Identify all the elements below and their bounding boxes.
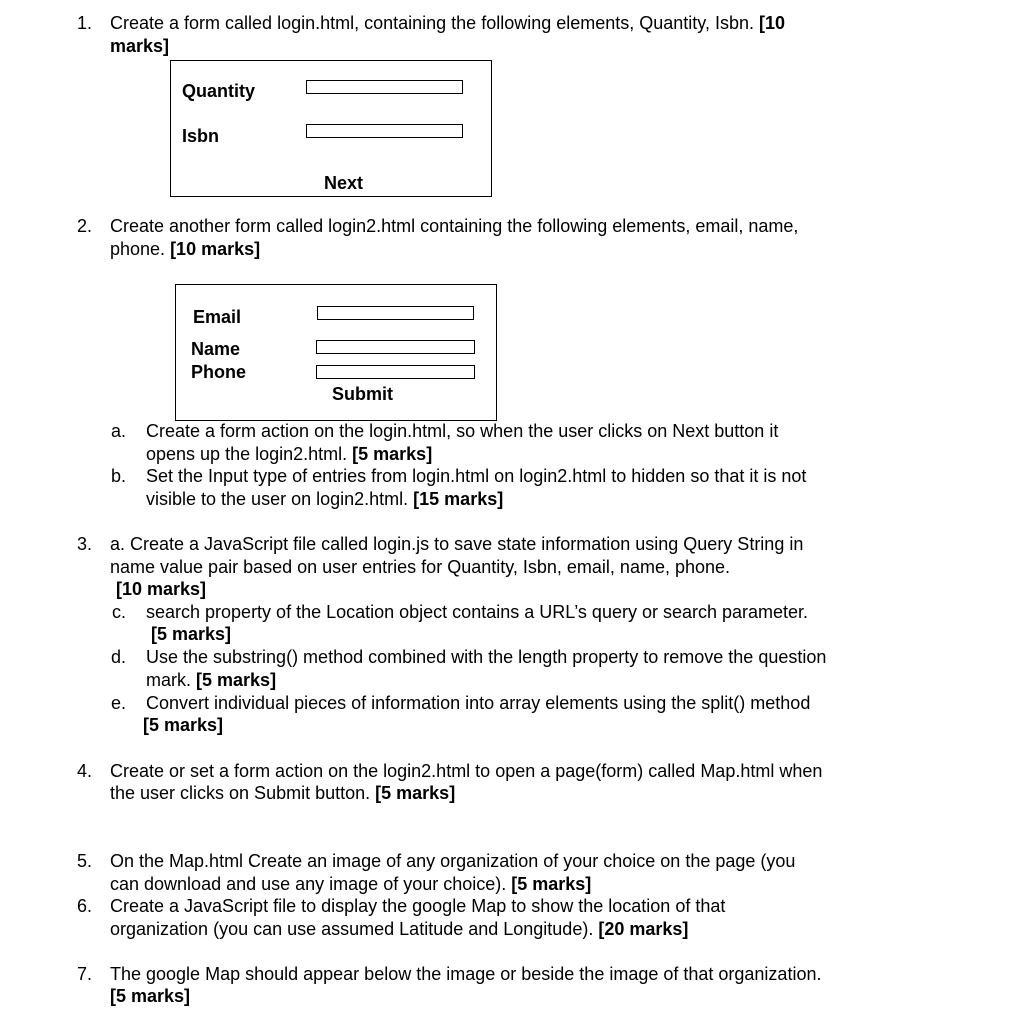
question-text: opens up the login2.html. xyxy=(146,444,353,464)
submit-button-label: Submit xyxy=(332,384,393,404)
question-text-line: Use the substring() method combined with the length property to remove the question xyxy=(146,647,827,667)
question-text: organization (you can use assumed Latitude and Longitude). xyxy=(110,919,599,939)
question-text-line xyxy=(110,12,785,34)
question-text-line xyxy=(110,873,591,895)
marks-label: [15 marks] xyxy=(413,489,504,509)
marks-label: [10 marks] xyxy=(170,239,261,259)
question-text-line: Create or set a form action on the login2.html to open a page(form) called Map.html when xyxy=(110,761,823,781)
question-text-line: name value pair based on user entries for Quantity, Isbn, email, name, phone. xyxy=(110,557,731,577)
question-text-line xyxy=(116,578,206,600)
marks-label: [10 xyxy=(759,13,786,33)
next-button-label: Next xyxy=(324,173,364,193)
sub-question-letter: b. xyxy=(110,466,126,486)
marks-label: [5 marks] xyxy=(352,444,433,464)
isbn-field xyxy=(306,124,463,138)
question-text-line: a. Create a JavaScript file called login.js to save state information using Query String in xyxy=(110,534,804,554)
question-number: 1. xyxy=(76,13,92,33)
isbn-label: Isbn xyxy=(182,126,220,146)
phone-label: Phone xyxy=(191,362,247,382)
question-text-line xyxy=(110,35,169,57)
question-text-line: Create a form action on the login.html, so when the user clicks on Next button it xyxy=(146,421,779,441)
question-text: visible to the user on login2.html. xyxy=(146,489,414,509)
name-label: Name xyxy=(191,339,241,359)
question-number: 7. xyxy=(76,964,92,984)
sub-question-letter: c. xyxy=(111,602,126,622)
sub-question-letter: a. xyxy=(110,421,126,441)
question-text: mark. xyxy=(146,670,197,690)
question-text-line xyxy=(110,238,260,260)
question-text-line: Create a JavaScript file to display the google Map to show the location of that xyxy=(110,896,726,916)
question-text-line xyxy=(110,918,688,940)
question-number: 5. xyxy=(76,851,92,871)
quantity-field xyxy=(306,80,463,94)
email-field xyxy=(317,306,474,320)
question-text-line xyxy=(143,714,223,736)
question-text-line: On the Map.html Create an image of any organization of your choice on the page (you xyxy=(110,851,796,871)
login-form-mockup xyxy=(170,60,492,197)
question-text-line: Convert individual pieces of information into array elements using the split() method xyxy=(146,693,811,713)
question-number: 4. xyxy=(76,761,92,781)
question-text: Create a form called login.html, containing the following elements, Quantity, Isbn. xyxy=(110,13,760,33)
question-text: can download and use any image of your choice). xyxy=(110,874,512,894)
marks-label: [20 marks] xyxy=(598,919,689,939)
marks-label: [5 marks] xyxy=(196,670,277,690)
question-text-line: Create another form called login2.html containing the following elements, email, name, xyxy=(110,216,799,236)
question-number: 6. xyxy=(76,896,92,916)
sub-question-letter: d. xyxy=(110,647,126,667)
marks-label: [5 marks] xyxy=(110,986,191,1006)
marks-label: [5 marks] xyxy=(375,783,456,803)
email-label: Email xyxy=(193,307,242,327)
question-text-line xyxy=(146,669,276,691)
sub-question-letter: e. xyxy=(110,693,126,713)
login2-form-mockup xyxy=(175,284,497,421)
question-text: phone. xyxy=(110,239,171,259)
question-text-line: The google Map should appear below the image or beside the image of that organization. xyxy=(110,964,822,984)
question-text-line xyxy=(110,985,190,1007)
question-text: the user clicks on Submit button. xyxy=(110,783,376,803)
name-field xyxy=(316,340,475,354)
marks-label: marks] xyxy=(110,36,170,56)
question-text-line: Set the Input type of entries from login.html on login2.html to hidden so that it is not xyxy=(146,466,807,486)
question-text-line xyxy=(146,488,503,510)
question-text-line xyxy=(151,623,231,645)
quantity-label: Quantity xyxy=(182,81,256,101)
question-text-line: search property of the Location object contains a URL’s query or search parameter. xyxy=(146,602,809,622)
question-number: 3. xyxy=(76,534,92,554)
marks-label: [5 marks] xyxy=(151,624,232,644)
marks-label: [10 marks] xyxy=(116,579,207,599)
marks-label: [5 marks] xyxy=(511,874,592,894)
phone-field xyxy=(316,365,475,379)
marks-label: [5 marks] xyxy=(143,715,224,735)
question-text-line xyxy=(110,782,455,804)
question-text-line xyxy=(146,443,432,465)
question-number: 2. xyxy=(76,216,92,236)
